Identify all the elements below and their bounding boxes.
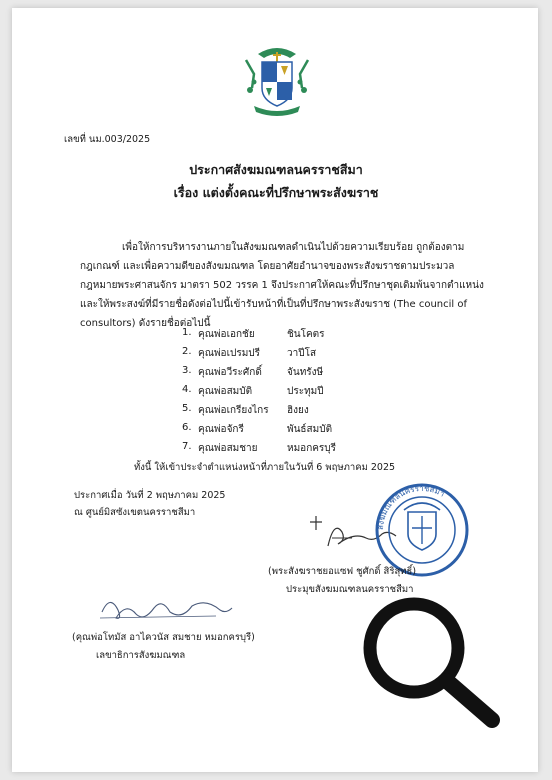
- effective-date-text: ทั้งนี้ ให้เข้าประจำตำแหน่งหน้าที่ภายในวันที่ 6 พฤษภาคม 2025: [134, 462, 396, 473]
- secretary-name: (คุณพ่อโทมัส อาไควนัส สมชาย หมอกครบุรี): [72, 632, 255, 643]
- bishop-name: (พระสังฆราชยอแซฟ ชูศักดิ์ สิริสุทธิ์): [268, 566, 417, 577]
- member-name: คุณพ่อเปรมปรี: [198, 348, 261, 359]
- member-surname: หมอกครบุรี: [287, 443, 337, 454]
- member-number: 1.: [182, 327, 192, 338]
- page-title: ประกาศสังฆมณฑลนครราชสีมา: [189, 162, 363, 177]
- document-subject: เรื่อง แต่งตั้งคณะที่ปรึกษาพระสังฆราช: [173, 185, 379, 200]
- member-name: คุณพ่อสมบัติ: [198, 386, 253, 397]
- member-number: 3.: [182, 365, 192, 376]
- member-surname: จันทรังษี: [287, 367, 324, 378]
- member-surname: ฮิงยง: [287, 405, 309, 416]
- member-number: 2.: [182, 346, 192, 357]
- body-line: กฎหมายพระศาสนจักร มาตรา 502 วรรค 1 จึงประกาศให้คณะที่ปรึกษาชุดเดิมพ้นจากตำแหน่ง: [80, 280, 484, 291]
- secretary-title: เลขาธิการสังฆมณฑล: [96, 650, 186, 661]
- member-name: คุณพ่อสมชาย: [198, 443, 258, 454]
- member-surname: พันธ์สมบัติ: [287, 424, 333, 435]
- member-number: 6.: [182, 422, 192, 433]
- body-line: กฎเกณฑ์ และเพื่อความดีของสังฆมณฑล โดยอาศัยอำนาจของพระสังฆราชตามประมวล: [80, 261, 455, 272]
- announcement-date: ประกาศเมื่อ วันที่ 2 พฤษภาคม 2025: [74, 490, 226, 501]
- body-line: และให้พระสงฆ์ที่มีรายชื่อดังต่อไปนี้เข้ารับหน้าที่เป็นที่ปรึกษาพระสังฆราช (The council of: [80, 299, 468, 310]
- member-number: 4.: [182, 384, 192, 395]
- seal-text: สังฆมณฑลนครราชสีมา: [375, 483, 447, 531]
- member-surname: ประทุมปี: [287, 386, 324, 397]
- member-name: คุณพ่อวีระศักดิ์: [198, 367, 262, 378]
- member-number: 7.: [182, 441, 192, 452]
- secretary-signature-icon: [96, 592, 236, 626]
- body-line: เพื่อให้การบริหารงานภายในสังฆมณฑลดำเนินไปด้วยความเรียบร้อย ถูกต้องตาม: [122, 242, 465, 253]
- member-name: คุณพ่อเอกชัย: [198, 329, 255, 340]
- announcement-place: ณ ศูนย์มิสซังเขตนครราชสีมา: [74, 507, 196, 518]
- body-line: consultors) ดังรายชื่อต่อไปนี้: [80, 318, 211, 329]
- coat-of-arms-icon: [244, 44, 310, 118]
- member-number: 5.: [182, 403, 192, 414]
- member-surname: ชินโคตร: [287, 329, 325, 340]
- bishop-title: ประมุขสังฆมณฑลนครราชสีมา: [286, 584, 414, 595]
- document-number: เลขที่ นม.003/2025: [64, 134, 151, 145]
- member-name: คุณพ่อเกรียงไกร: [198, 405, 269, 416]
- member-surname: วาปีโส: [287, 348, 317, 359]
- magnifier-icon[interactable]: [358, 592, 508, 732]
- member-name: คุณพ่อจักรี: [198, 424, 244, 435]
